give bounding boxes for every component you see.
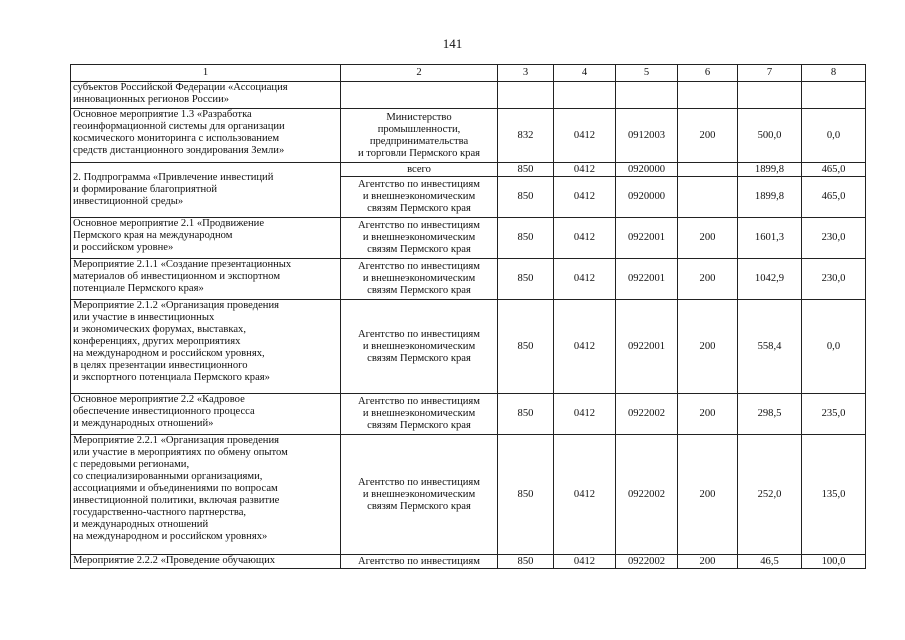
section-cell: 0412 [554,555,616,569]
code-cell [498,82,554,109]
section-cell: 0412 [554,177,616,218]
amount-cell: 1899,8 [738,163,802,177]
executor-cell: всего [341,163,498,177]
amount-cell: 46,5 [738,555,802,569]
table-row [71,259,866,300]
executor-cell: Агентство по инвестициям и внешнеэкономическим связям Пермского края [341,394,498,435]
amount-cell: 135,0 [802,435,866,555]
section-cell: 0412 [554,259,616,300]
amount-cell: 252,0 [738,435,802,555]
amount-cell: 465,0 [802,163,866,177]
expense-type-cell: 200 [678,259,738,300]
amount-cell [738,82,802,109]
executor-cell: Агентство по инвестициям и внешнеэкономическим связям Пермского края [341,177,498,218]
target-article-cell: 0922001 [616,259,678,300]
target-article-cell: 0920000 [616,177,678,218]
amount-cell: 235,0 [802,394,866,435]
amount-cell: 465,0 [802,177,866,218]
amount-cell: 100,0 [802,555,866,569]
amount-cell: 500,0 [738,109,802,163]
target-article-cell: 0922001 [616,218,678,259]
header-row [71,65,866,82]
section-cell: 0412 [554,163,616,177]
table-row [71,435,866,555]
executor-cell: Агентство по инвестициям [341,555,498,569]
code-cell: 850 [498,435,554,555]
column-header: 2 [341,65,498,82]
amount-cell [802,82,866,109]
code-cell: 850 [498,300,554,394]
amount-cell: 558,4 [738,300,802,394]
table-row [71,300,866,394]
column-header: 5 [616,65,678,82]
table-row [71,163,866,177]
amount-cell: 1042,9 [738,259,802,300]
expense-type-cell: 200 [678,218,738,259]
table-row [71,218,866,259]
code-cell: 850 [498,394,554,435]
activity-cell: Основное мероприятие 2.2 «Кадровое обеспечение инвестиционного процесса и международных отношений» [71,394,341,435]
target-article-cell: 0922001 [616,300,678,394]
code-cell: 850 [498,163,554,177]
expense-type-cell: 200 [678,435,738,555]
section-cell [554,82,616,109]
budget-table [70,64,866,569]
code-cell: 832 [498,109,554,163]
column-header: 8 [802,65,866,82]
target-article-cell: 0922002 [616,555,678,569]
activity-cell: 2. Подпрограмма «Привлечение инвестиций и формирование благоприятной инвестиционной среды» [71,163,341,218]
section-cell: 0412 [554,435,616,555]
table-row [71,394,866,435]
table-row [71,109,866,163]
section-cell: 0412 [554,109,616,163]
amount-cell: 0,0 [802,109,866,163]
target-article-cell: 0920000 [616,163,678,177]
expense-type-cell: 200 [678,109,738,163]
amount-cell: 1601,3 [738,218,802,259]
activity-cell: Мероприятие 2.2.1 «Организация проведения или участие в мероприятиях по обмену опытом с передовыми регионами, со специализированными организациями, ассоциациями и объединениями по вопросам инвестиционной политики, включая развитие государственно-частного партнерства, и международных отношений на международном и российском уровнях» [71,435,341,555]
expense-type-cell: 200 [678,300,738,394]
executor-cell: Агентство по инвестициям и внешнеэкономическим связям Пермского края [341,218,498,259]
column-header: 1 [71,65,341,82]
executor-cell: Министерство промышленности, предпринимательства и торговли Пермского края [341,109,498,163]
section-cell: 0412 [554,300,616,394]
executor-cell [341,82,498,109]
target-article-cell: 0922002 [616,435,678,555]
expense-type-cell: 200 [678,555,738,569]
activity-cell: Мероприятие 2.1.2 «Организация проведения или участие в инвестиционных и экономических форумах, выставках, конференциях, других мероприятиях на международном и российском уровнях, в целях презентации инвестиционного и экспортного потенциала Пермского края» [71,300,341,394]
expense-type-cell [678,82,738,109]
activity-cell: Мероприятие 2.1.1 «Создание презентационных материалов об инвестиционном и экспортном потенциале Пермского края» [71,259,341,300]
section-cell: 0412 [554,218,616,259]
amount-cell: 230,0 [802,218,866,259]
amount-cell: 1899,8 [738,177,802,218]
activity-cell: Основное мероприятие 2.1 «Продвижение Пермского края на международном и российском уровне» [71,218,341,259]
amount-cell: 0,0 [802,300,866,394]
column-header: 4 [554,65,616,82]
expense-type-cell [678,177,738,218]
expense-type-cell [678,163,738,177]
column-header: 6 [678,65,738,82]
code-cell: 850 [498,218,554,259]
executor-cell: Агентство по инвестициям и внешнеэкономическим связям Пермского края [341,259,498,300]
amount-cell: 230,0 [802,259,866,300]
target-article-cell [616,82,678,109]
page-number: 141 [442,36,463,51]
executor-cell: Агентство по инвестициям и внешнеэкономическим связям Пермского края [341,435,498,555]
target-article-cell: 0912003 [616,109,678,163]
table-row [71,82,866,109]
amount-cell: 298,5 [738,394,802,435]
column-header: 7 [738,65,802,82]
activity-cell: Основное мероприятие 1.3 «Разработка геоинформационной системы для организации космического мониторинга с использованием средств дистанционного зондирования Земли» [71,109,341,163]
expense-type-cell: 200 [678,394,738,435]
code-cell: 850 [498,555,554,569]
table-row [71,555,866,569]
target-article-cell: 0922002 [616,394,678,435]
column-header: 3 [498,65,554,82]
code-cell: 850 [498,259,554,300]
section-cell: 0412 [554,394,616,435]
code-cell: 850 [498,177,554,218]
activity-cell: субъектов Российской Федерации «Ассоциация инновационных регионов России» [71,82,341,109]
activity-cell: Мероприятие 2.2.2 «Проведение обучающих [71,555,341,569]
executor-cell: Агентство по инвестициям и внешнеэкономическим связям Пермского края [341,300,498,394]
